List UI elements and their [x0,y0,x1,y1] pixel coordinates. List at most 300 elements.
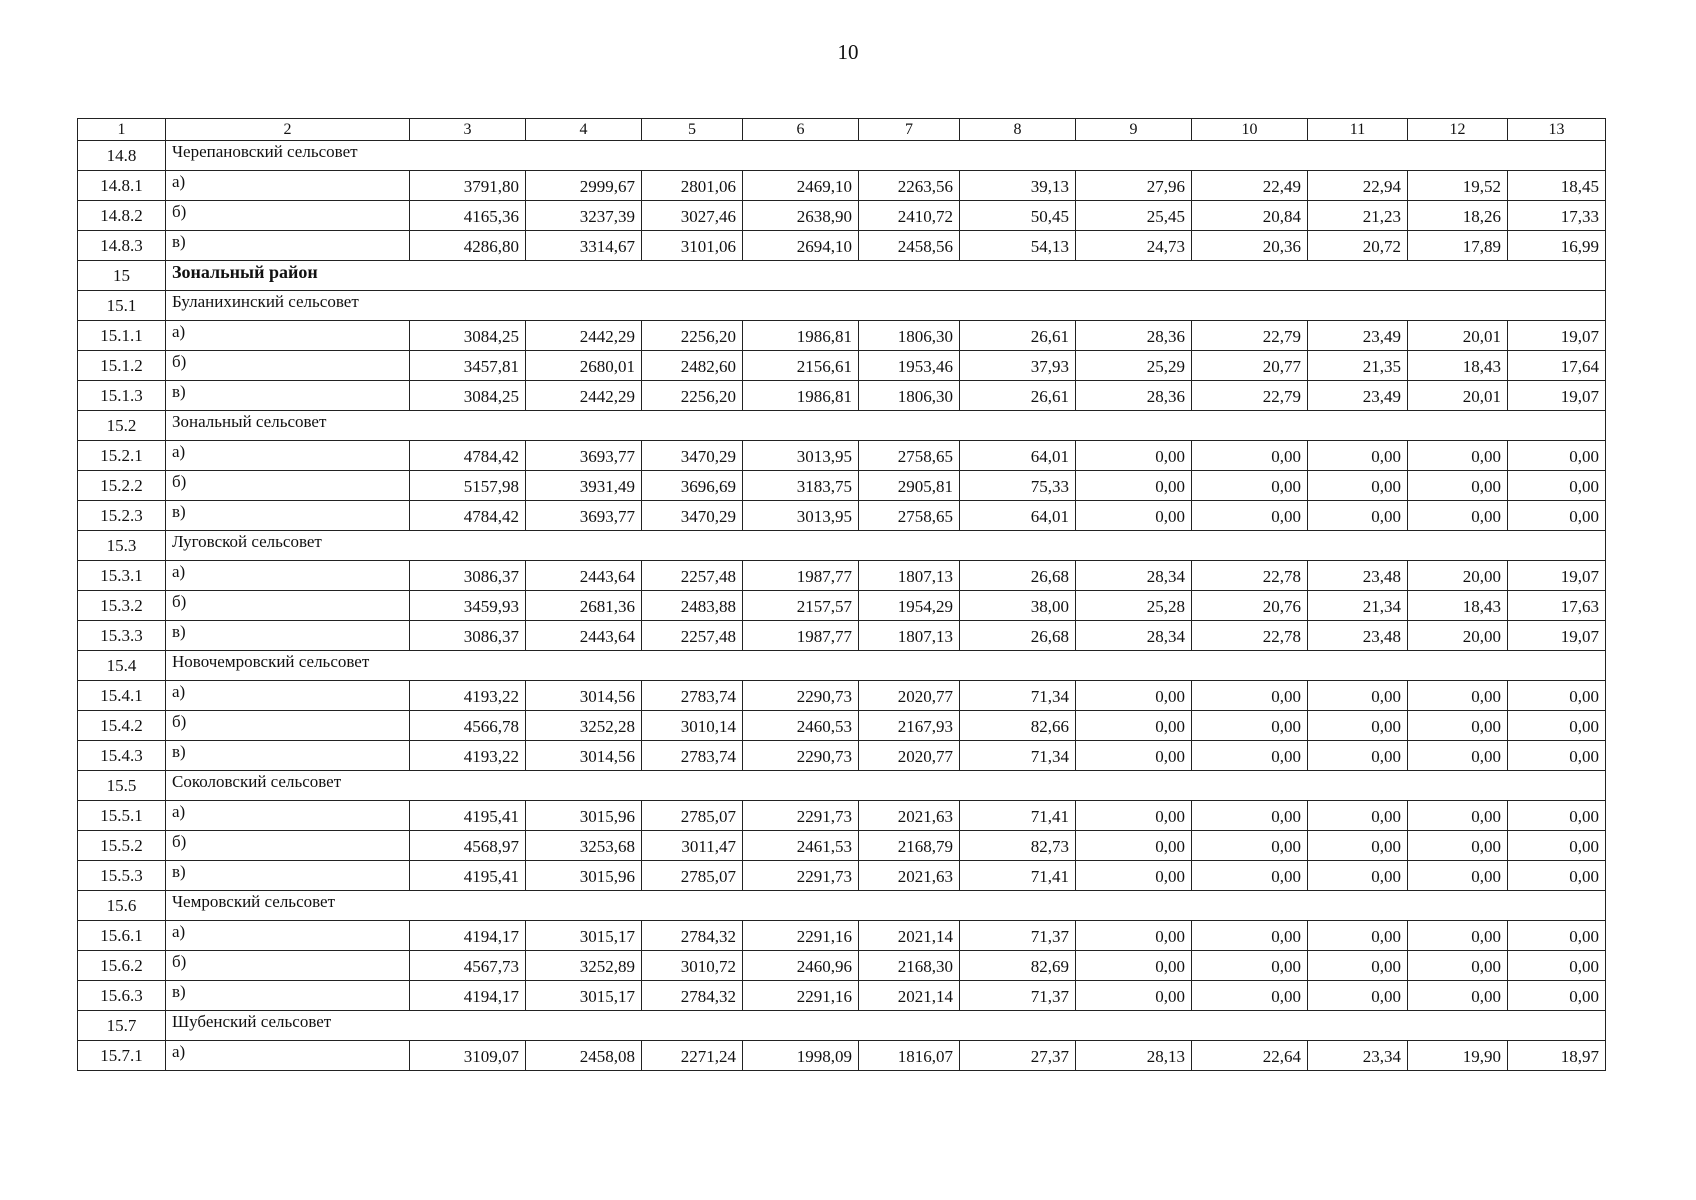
value-cell: 4784,42 [410,441,526,471]
table-row [78,171,1606,201]
row-code: 15.3.3 [78,621,166,651]
value-cell: 0,00 [1408,681,1508,711]
region-header-row [78,261,1606,291]
value-cell: 22,78 [1192,561,1308,591]
column-number: 10 [1192,119,1308,141]
value-cell: 0,00 [1308,831,1408,861]
value-cell: 19,52 [1408,171,1508,201]
value-cell: 2758,65 [859,441,960,471]
value-cell: 3314,67 [526,231,642,261]
value-cell: 17,64 [1508,351,1606,381]
value-cell: 3931,49 [526,471,642,501]
column-number: 13 [1508,119,1606,141]
value-cell: 0,00 [1076,681,1192,711]
value-cell: 22,49 [1192,171,1308,201]
value-cell: 19,07 [1508,561,1606,591]
value-cell: 82,66 [960,711,1076,741]
value-cell: 0,00 [1308,921,1408,951]
table-row [78,861,1606,891]
row-variant-label: а) [166,921,410,951]
value-cell: 2784,32 [642,981,743,1011]
value-cell: 2156,61 [743,351,859,381]
row-code: 15.7 [78,1011,166,1041]
row-code: 15.3 [78,531,166,561]
value-cell: 3011,47 [642,831,743,861]
row-code: 15.5.3 [78,861,166,891]
value-cell: 2458,56 [859,231,960,261]
value-cell: 3252,89 [526,951,642,981]
column-number: 6 [743,119,859,141]
value-cell: 0,00 [1408,861,1508,891]
value-cell: 2783,74 [642,741,743,771]
value-cell: 3791,80 [410,171,526,201]
row-variant-label: а) [166,321,410,351]
value-cell: 3470,29 [642,441,743,471]
value-cell: 27,37 [960,1041,1076,1071]
row-code: 15.6.3 [78,981,166,1011]
value-cell: 3084,25 [410,381,526,411]
value-cell: 3693,77 [526,441,642,471]
row-variant-label: в) [166,981,410,1011]
table-row [78,681,1606,711]
value-cell: 22,78 [1192,621,1308,651]
column-number: 2 [166,119,410,141]
value-cell: 71,34 [960,741,1076,771]
row-code: 15.3.2 [78,591,166,621]
row-variant-label: в) [166,231,410,261]
value-cell: 0,00 [1308,711,1408,741]
row-variant-label: б) [166,201,410,231]
value-cell: 2458,08 [526,1041,642,1071]
value-cell: 1807,13 [859,561,960,591]
row-code: 15.2 [78,411,166,441]
value-cell: 82,73 [960,831,1076,861]
settlement-title: Черепановский сельсовет [166,141,1606,171]
value-cell: 3015,17 [526,921,642,951]
value-cell: 0,00 [1076,801,1192,831]
value-cell: 0,00 [1076,741,1192,771]
value-cell: 0,00 [1076,471,1192,501]
value-cell: 21,35 [1308,351,1408,381]
table-row [78,951,1606,981]
value-cell: 0,00 [1408,441,1508,471]
row-variant-label: а) [166,801,410,831]
value-cell: 3252,28 [526,711,642,741]
value-cell: 2157,57 [743,591,859,621]
row-code: 15.6.1 [78,921,166,951]
value-cell: 3014,56 [526,741,642,771]
value-cell: 0,00 [1192,711,1308,741]
value-cell: 28,36 [1076,321,1192,351]
value-cell: 3693,77 [526,501,642,531]
value-cell: 0,00 [1076,501,1192,531]
value-cell: 3015,17 [526,981,642,1011]
value-cell: 0,00 [1508,801,1606,831]
column-number: 8 [960,119,1076,141]
value-cell: 3237,39 [526,201,642,231]
value-cell: 3470,29 [642,501,743,531]
value-cell: 4194,17 [410,921,526,951]
table-row [78,921,1606,951]
value-cell: 2999,67 [526,171,642,201]
value-cell: 23,48 [1308,561,1408,591]
value-cell: 21,23 [1308,201,1408,231]
value-cell: 3010,14 [642,711,743,741]
value-cell: 22,64 [1192,1041,1308,1071]
value-cell: 2785,07 [642,861,743,891]
value-cell: 4567,73 [410,951,526,981]
value-cell: 3015,96 [526,861,642,891]
settlement-title: Чемровский сельсовет [166,891,1606,921]
table-row [78,1041,1606,1071]
value-cell: 4286,80 [410,231,526,261]
value-cell: 1987,77 [743,621,859,651]
settlement-title: Луговской сельсовет [166,531,1606,561]
value-cell: 0,00 [1192,951,1308,981]
value-cell: 0,00 [1076,711,1192,741]
row-code: 15.5.1 [78,801,166,831]
value-cell: 2291,16 [743,981,859,1011]
value-cell: 3253,68 [526,831,642,861]
value-cell: 0,00 [1192,831,1308,861]
value-cell: 2905,81 [859,471,960,501]
value-cell: 2290,73 [743,681,859,711]
value-cell: 20,00 [1408,621,1508,651]
value-cell: 19,07 [1508,381,1606,411]
value-cell: 18,45 [1508,171,1606,201]
value-cell: 0,00 [1408,741,1508,771]
value-cell: 0,00 [1408,831,1508,861]
value-cell: 0,00 [1308,861,1408,891]
value-cell: 18,97 [1508,1041,1606,1071]
settlement-header-row [78,1011,1606,1041]
row-variant-label: а) [166,561,410,591]
value-cell: 20,72 [1308,231,1408,261]
value-cell: 0,00 [1076,831,1192,861]
settlement-header-row [78,291,1606,321]
value-cell: 38,00 [960,591,1076,621]
value-cell: 1816,07 [859,1041,960,1071]
value-cell: 2483,88 [642,591,743,621]
value-cell: 1953,46 [859,351,960,381]
table-row [78,711,1606,741]
value-cell: 0,00 [1408,981,1508,1011]
value-cell: 18,43 [1408,591,1508,621]
row-variant-label: в) [166,741,410,771]
value-cell: 22,79 [1192,321,1308,351]
value-cell: 2801,06 [642,171,743,201]
value-cell: 3457,81 [410,351,526,381]
value-cell: 3101,06 [642,231,743,261]
value-cell: 5157,98 [410,471,526,501]
value-cell: 3109,07 [410,1041,526,1071]
value-cell: 0,00 [1508,741,1606,771]
value-cell: 22,79 [1192,381,1308,411]
table-row [78,981,1606,1011]
row-code: 15.2.3 [78,501,166,531]
value-cell: 3084,25 [410,321,526,351]
row-variant-label: б) [166,711,410,741]
value-cell: 1807,13 [859,621,960,651]
value-cell: 0,00 [1308,681,1408,711]
settlement-header-row [78,771,1606,801]
value-cell: 1986,81 [743,381,859,411]
table-row [78,561,1606,591]
row-code: 15.4.3 [78,741,166,771]
value-cell: 25,45 [1076,201,1192,231]
row-variant-label: в) [166,381,410,411]
value-cell: 0,00 [1408,501,1508,531]
row-variant-label: а) [166,1041,410,1071]
page-number: 10 [837,40,859,64]
value-cell: 2168,30 [859,951,960,981]
value-cell: 2021,14 [859,921,960,951]
settlement-title: Новочемровский сельсовет [166,651,1606,681]
row-code: 15.1.1 [78,321,166,351]
table-row [78,381,1606,411]
value-cell: 17,63 [1508,591,1606,621]
row-code: 14.8.1 [78,171,166,201]
value-cell: 0,00 [1308,471,1408,501]
value-cell: 2442,29 [526,321,642,351]
value-cell: 4165,36 [410,201,526,231]
value-cell: 20,00 [1408,561,1508,591]
value-cell: 26,68 [960,621,1076,651]
value-cell: 2291,16 [743,921,859,951]
row-code: 14.8 [78,141,166,171]
value-cell: 0,00 [1192,471,1308,501]
value-cell: 4194,17 [410,981,526,1011]
value-cell: 20,01 [1408,321,1508,351]
value-cell: 2271,24 [642,1041,743,1071]
value-cell: 18,26 [1408,201,1508,231]
value-cell: 0,00 [1408,711,1508,741]
value-cell: 18,43 [1408,351,1508,381]
table-row [78,831,1606,861]
value-cell: 19,07 [1508,621,1606,651]
value-cell: 2783,74 [642,681,743,711]
value-cell: 1998,09 [743,1041,859,1071]
value-cell: 50,45 [960,201,1076,231]
row-code: 15.1.3 [78,381,166,411]
value-cell: 21,34 [1308,591,1408,621]
value-cell: 0,00 [1408,951,1508,981]
value-cell: 3086,37 [410,561,526,591]
value-cell: 2785,07 [642,801,743,831]
value-cell: 20,36 [1192,231,1308,261]
value-cell: 2020,77 [859,741,960,771]
settlement-title: Зональный сельсовет [166,411,1606,441]
row-code: 15.3.1 [78,561,166,591]
value-cell: 0,00 [1192,741,1308,771]
value-cell: 20,84 [1192,201,1308,231]
row-variant-label: а) [166,681,410,711]
value-cell: 27,96 [1076,171,1192,201]
value-cell: 0,00 [1076,861,1192,891]
value-cell: 0,00 [1308,441,1408,471]
column-number: 9 [1076,119,1192,141]
value-cell: 0,00 [1308,501,1408,531]
value-cell: 23,49 [1308,321,1408,351]
settlement-header-row [78,651,1606,681]
table-row [78,591,1606,621]
column-number: 5 [642,119,743,141]
tariff-table [77,118,1606,1071]
settlement-header-row [78,891,1606,921]
value-cell: 28,13 [1076,1041,1192,1071]
value-cell: 28,34 [1076,561,1192,591]
table-row [78,471,1606,501]
value-cell: 4784,42 [410,501,526,531]
value-cell: 26,61 [960,381,1076,411]
table-row [78,741,1606,771]
row-code: 15.5.2 [78,831,166,861]
row-variant-label: в) [166,621,410,651]
row-code: 15.6 [78,891,166,921]
value-cell: 2482,60 [642,351,743,381]
row-code: 15.1.2 [78,351,166,381]
row-code: 15.5 [78,771,166,801]
value-cell: 3027,46 [642,201,743,231]
value-cell: 0,00 [1076,981,1192,1011]
value-cell: 71,37 [960,921,1076,951]
row-variant-label: а) [166,171,410,201]
value-cell: 0,00 [1508,471,1606,501]
value-cell: 0,00 [1192,501,1308,531]
value-cell: 2168,79 [859,831,960,861]
value-cell: 24,73 [1076,231,1192,261]
value-cell: 2021,14 [859,981,960,1011]
row-code: 14.8.3 [78,231,166,261]
value-cell: 71,37 [960,981,1076,1011]
column-number: 7 [859,119,960,141]
value-cell: 3696,69 [642,471,743,501]
value-cell: 75,33 [960,471,1076,501]
row-code: 15.4.2 [78,711,166,741]
value-cell: 23,34 [1308,1041,1408,1071]
value-cell: 71,34 [960,681,1076,711]
value-cell: 2291,73 [743,801,859,831]
value-cell: 4195,41 [410,861,526,891]
value-cell: 0,00 [1192,981,1308,1011]
row-variant-label: б) [166,351,410,381]
table-row [78,321,1606,351]
value-cell: 4193,22 [410,741,526,771]
value-cell: 2021,63 [859,801,960,831]
value-cell: 2460,53 [743,711,859,741]
value-cell: 1986,81 [743,321,859,351]
value-cell: 2290,73 [743,741,859,771]
value-cell: 0,00 [1308,951,1408,981]
value-cell: 0,00 [1308,981,1408,1011]
value-cell: 20,01 [1408,381,1508,411]
value-cell: 0,00 [1508,981,1606,1011]
value-cell: 3459,93 [410,591,526,621]
row-code: 15.7.1 [78,1041,166,1071]
value-cell: 19,90 [1408,1041,1508,1071]
row-code: 15.2.2 [78,471,166,501]
value-cell: 0,00 [1408,801,1508,831]
value-cell: 0,00 [1508,441,1606,471]
value-cell: 2257,48 [642,561,743,591]
table-row [78,801,1606,831]
value-cell: 2291,73 [743,861,859,891]
value-cell: 0,00 [1076,921,1192,951]
value-cell: 17,89 [1408,231,1508,261]
value-cell: 2469,10 [743,171,859,201]
value-cell: 19,07 [1508,321,1606,351]
column-number: 1 [78,119,166,141]
settlement-header-row [78,141,1606,171]
value-cell: 3013,95 [743,501,859,531]
column-number: 11 [1308,119,1408,141]
value-cell: 22,94 [1308,171,1408,201]
value-cell: 0,00 [1076,951,1192,981]
value-cell: 2256,20 [642,321,743,351]
value-cell: 1954,29 [859,591,960,621]
value-cell: 64,01 [960,441,1076,471]
value-cell: 26,61 [960,321,1076,351]
value-cell: 2442,29 [526,381,642,411]
row-code: 14.8.2 [78,201,166,231]
value-cell: 16,99 [1508,231,1606,261]
value-cell: 2263,56 [859,171,960,201]
value-cell: 0,00 [1508,681,1606,711]
value-cell: 0,00 [1192,861,1308,891]
value-cell: 2256,20 [642,381,743,411]
value-cell: 4566,78 [410,711,526,741]
value-cell: 0,00 [1192,921,1308,951]
settlement-header-row [78,411,1606,441]
region-title: Зональный район [166,261,1606,291]
value-cell: 0,00 [1192,801,1308,831]
row-code: 15.4.1 [78,681,166,711]
value-cell: 0,00 [1192,681,1308,711]
value-cell: 0,00 [1076,441,1192,471]
value-cell: 0,00 [1508,711,1606,741]
value-cell: 1987,77 [743,561,859,591]
value-cell: 20,76 [1192,591,1308,621]
value-cell: 54,13 [960,231,1076,261]
value-cell: 2020,77 [859,681,960,711]
settlement-header-row [78,531,1606,561]
column-number: 3 [410,119,526,141]
value-cell: 23,49 [1308,381,1408,411]
row-variant-label: б) [166,471,410,501]
settlement-title: Соколовский сельсовет [166,771,1606,801]
value-cell: 1806,30 [859,321,960,351]
value-cell: 20,77 [1192,351,1308,381]
value-cell: 0,00 [1308,801,1408,831]
row-code: 15.4 [78,651,166,681]
table-row [78,441,1606,471]
value-cell: 1806,30 [859,381,960,411]
value-cell: 0,00 [1308,741,1408,771]
value-cell: 4195,41 [410,801,526,831]
value-cell: 37,93 [960,351,1076,381]
column-number-row [78,119,1606,141]
value-cell: 2257,48 [642,621,743,651]
value-cell: 2758,65 [859,501,960,531]
row-code: 15 [78,261,166,291]
value-cell: 0,00 [1508,501,1606,531]
value-cell: 71,41 [960,861,1076,891]
value-cell: 3015,96 [526,801,642,831]
value-cell: 2638,90 [743,201,859,231]
value-cell: 25,28 [1076,591,1192,621]
value-cell: 0,00 [1508,951,1606,981]
value-cell: 0,00 [1408,921,1508,951]
